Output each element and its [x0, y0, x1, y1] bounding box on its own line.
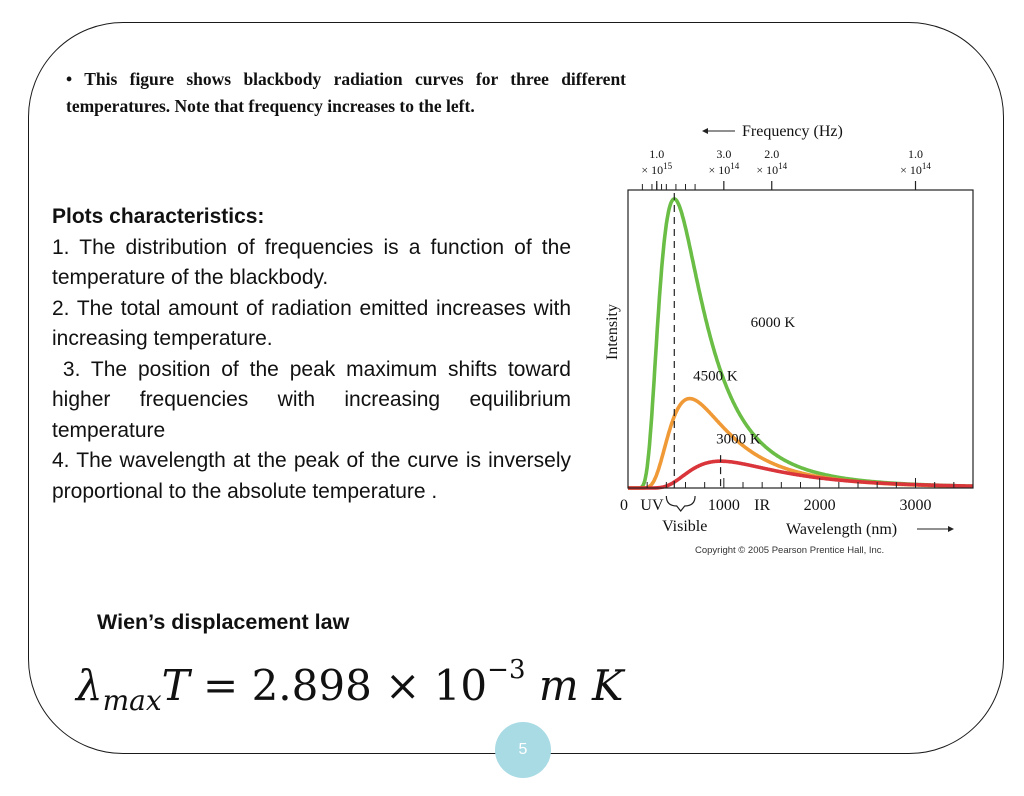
series-label-6000k: 6000 K — [750, 315, 796, 332]
blackbody-chart — [590, 110, 990, 570]
x-tick-label: 1000 — [707, 497, 740, 514]
page-number-badge: 5 — [495, 722, 551, 778]
series-label-4500k: 4500 K — [693, 368, 738, 385]
plot-frame — [628, 190, 973, 488]
plots-characteristics — [52, 202, 571, 507]
wien-formula — [76, 655, 623, 717]
point-4: 4. The wavelength at the peak of the curve is inversely proportional to the absolute temperature . — [52, 449, 571, 503]
y-axis-label: Intensity — [604, 304, 621, 360]
x-tick-label: 0 — [620, 497, 628, 514]
formula-lambda: λ — [76, 661, 103, 710]
freq-tick-power: × $10^{14}$ — [900, 161, 931, 177]
point-2: 2. The total amount of radiation emitted increases with increasing temperature. — [52, 296, 571, 350]
x-tick-label: 3000 — [899, 497, 932, 514]
plots-heading: Plots characteristics: — [52, 205, 265, 228]
copyright-text: Copyright © 2005 Pearson Prentice Hall, Inc. — [695, 545, 885, 556]
intro-text: This figure shows blackbody radiation curves for three different temperatures. Note that frequency increases to the left. — [66, 69, 626, 116]
freq-axis-label: Frequency (Hz) — [742, 123, 843, 140]
freq-axis-arrowhead — [702, 128, 708, 134]
series-label-3000k: 3000 K — [716, 431, 761, 448]
formula-unit-m: m — [525, 661, 579, 710]
formula-equals: = 2.898 × 10 — [189, 661, 488, 710]
intro-paragraph — [66, 66, 626, 119]
x-axis-label: Wavelength (nm) — [786, 521, 898, 538]
curve-6000k — [628, 199, 973, 488]
uv-label: UV — [640, 497, 664, 514]
freq-tick-mantissa: 3.0 — [716, 147, 732, 161]
freq-tick-mantissa: 2.0 — [764, 147, 780, 161]
freq-tick-mantissa: 1.0 — [649, 147, 665, 161]
wien-law-title: Wien’s displacement law — [97, 610, 350, 634]
freq-tick-power: × $10^{14}$ — [708, 161, 740, 177]
formula-T: T — [161, 661, 190, 710]
freq-tick-power: × $10^{14}$ — [756, 161, 788, 177]
visible-label: Visible — [662, 518, 708, 535]
freq-tick-mantissa: 1.0 — [908, 147, 923, 161]
intro-bullet: • — [66, 69, 73, 89]
visible-brace — [666, 496, 695, 511]
point-1: 1. The distribution of frequencies is a function of the temperature of the blackbody. — [52, 235, 571, 289]
freq-tick-power: × $10^{15}$ — [641, 161, 673, 177]
formula-unit-K: K — [578, 661, 624, 710]
formula-subscript: max — [102, 684, 162, 717]
x-tick-label: 2000 — [803, 497, 836, 514]
formula-exponent: −3 — [487, 655, 526, 685]
point-3: 3. The position of the peak maximum shifts toward higher frequencies with increasing equilibrium temperature — [52, 357, 571, 442]
x-axis-arrowhead — [948, 526, 954, 532]
ir-label: IR — [754, 497, 771, 514]
